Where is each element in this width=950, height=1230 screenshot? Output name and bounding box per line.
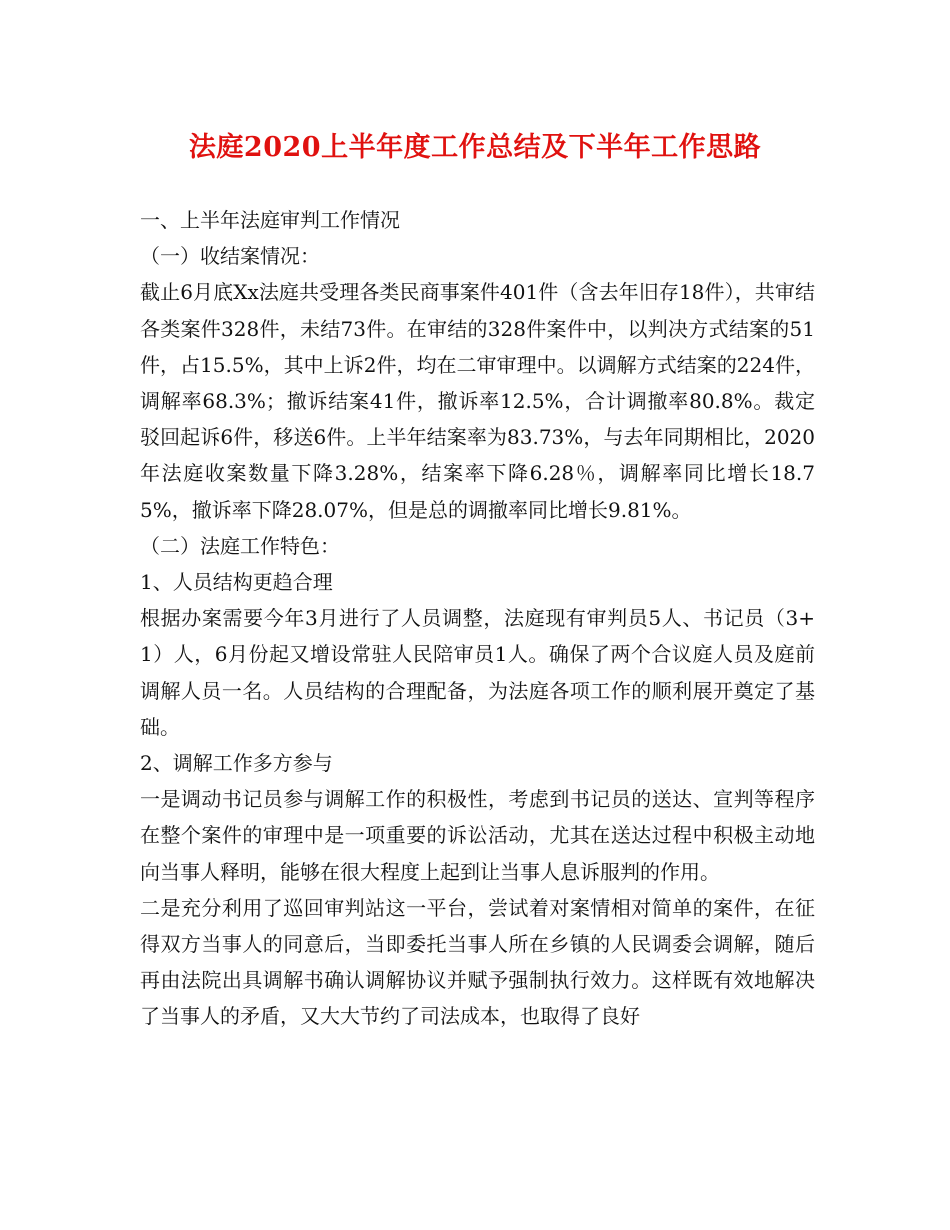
paragraph-mediation-2: 二是充分利用了巡回审判站这一平台，尝试着对案情相对简单的案件，在征得双方当事人的同意后，当即委托当事人所在乡镇的人民调委会调解，随后再由法院出具调解书确认调解协议并赋予强制执行效力。这样既有效地解决了当事人的矛盾，又大大节约了司法成本，也取得了良好 bbox=[140, 895, 815, 1029]
subsection-heading: （一）收结案情况： bbox=[140, 244, 320, 269]
section-heading: 一、上半年法庭审判工作情况 bbox=[140, 208, 400, 232]
paragraph-mediation-1: 一是调动书记员参与调解工作的积极性，考虑到书记员的送达、宣判等程序在整个案件的审理中是一项重要的诉讼活动，尤其在送达过程中积极主动地向当事人释明，能够在很大程度上起到让当事人息诉服判的作用。 bbox=[140, 787, 815, 884]
document-title: 法庭2020上半年度工作总结及下半年工作思路 bbox=[188, 132, 762, 163]
item-heading: 1、人员结构更趋合理 bbox=[140, 570, 333, 595]
item-heading: 2、调解工作多方参与 bbox=[140, 751, 333, 776]
document-body bbox=[140, 202, 815, 1035]
paragraph-staffing: 根据办案需要今年3月进行了人员调整，法庭现有审判员5人、书记员（3+1）人，6月份起又增设常驻人民陪审员1人。确保了两个合议庭人员及庭前调解人员一名。人员结构的合理配备，为法庭各项工作的顺利展开奠定了基础。 bbox=[140, 606, 815, 739]
paragraph-case-statistics: 截止6月底Xx法庭共受理各类民商事案件401件（含去年旧存18件），共审结各类案件328件，未结73件。在审结的328件案件中，以判决方式结案的51件，占15.5%，其中上诉2件，均在二审审理中。以调解方式结案的224件，调解率68.3%；撤诉结案41件，撤诉率12.5%，合计调撤率80.8%。裁定驳回起诉6件，移送6件。上半年结案率为83.73%，与去年同期相比，2020年法庭收案数量下降3.28%，结案率下降6.28％，调解率同比增长18.75%，撤诉率下降28.07%，但是总的调撤率同比增长9.81%。 bbox=[140, 280, 815, 522]
subsection-heading: （二）法庭工作特色： bbox=[140, 533, 340, 558]
